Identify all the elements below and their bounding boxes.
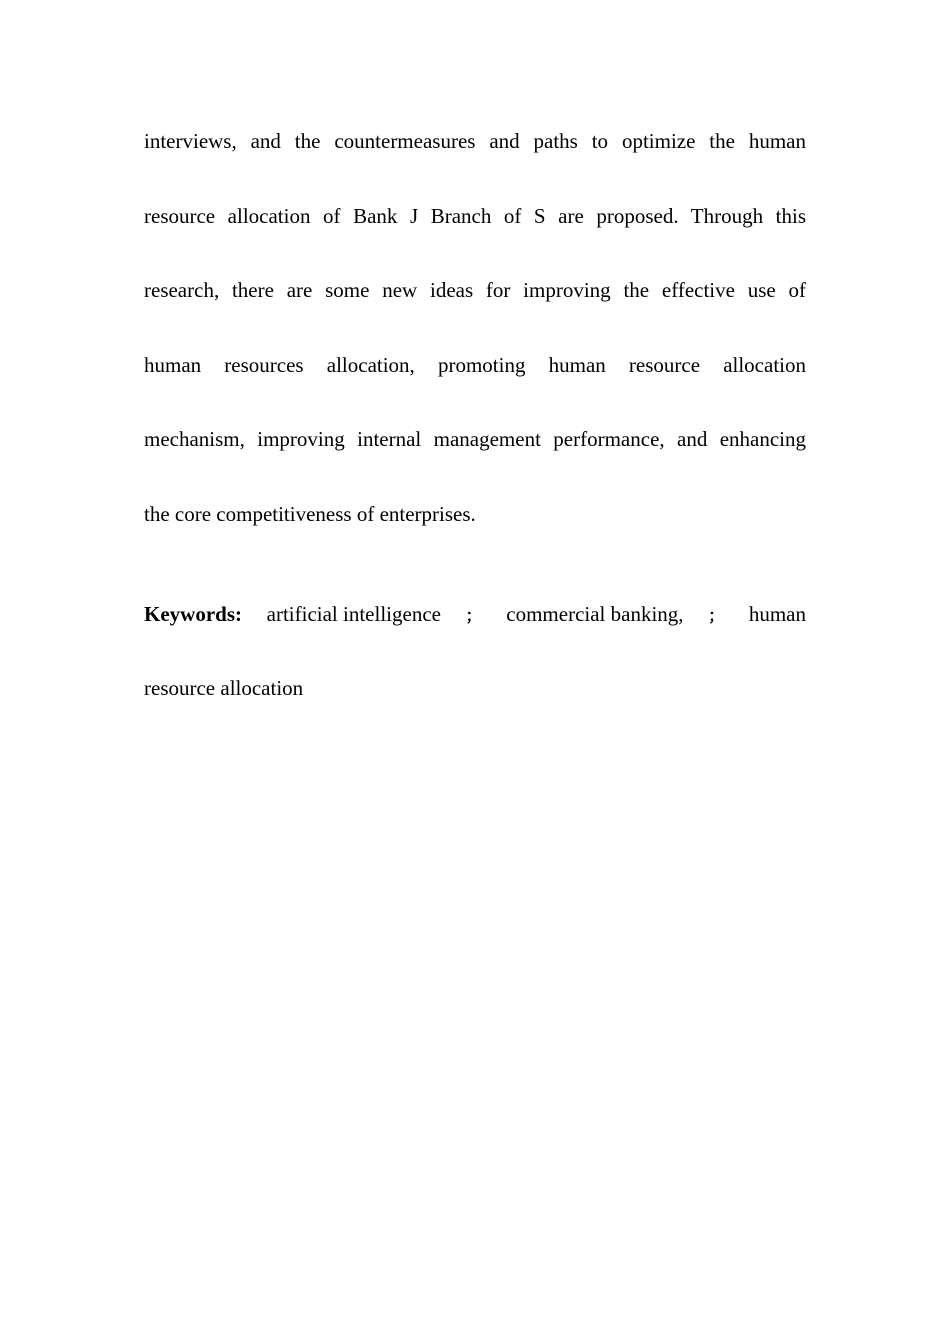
abstract-line-last: the core competitiveness of enterprises.	[144, 501, 476, 526]
keywords-section	[144, 588, 806, 714]
keywords-line-continuation: resource allocation	[144, 676, 304, 700]
abstract-paragraph	[144, 115, 806, 563]
keyword-term: human	[748, 602, 806, 626]
keywords-label: Keywords:	[144, 602, 242, 626]
keyword-term: commercial banking,	[506, 602, 684, 626]
abstract-line: mechanism, improving internal management performance, and enhancing	[144, 427, 806, 452]
keyword-separator: ；	[465, 608, 482, 625]
abstract-line: research, there are some new ideas for improving the effective use of	[144, 278, 806, 303]
abstract-line: human resources allocation, promoting human resource allocation	[144, 352, 806, 377]
keyword-separator: ；	[708, 608, 725, 625]
keyword-term: artificial intelligence	[266, 602, 441, 626]
abstract-line: resource allocation of Bank J Branch of S are proposed. Through this	[144, 203, 806, 228]
abstract-line: interviews, and the countermeasures and paths to optimize the human	[144, 129, 806, 153]
keywords-line	[144, 588, 806, 662]
